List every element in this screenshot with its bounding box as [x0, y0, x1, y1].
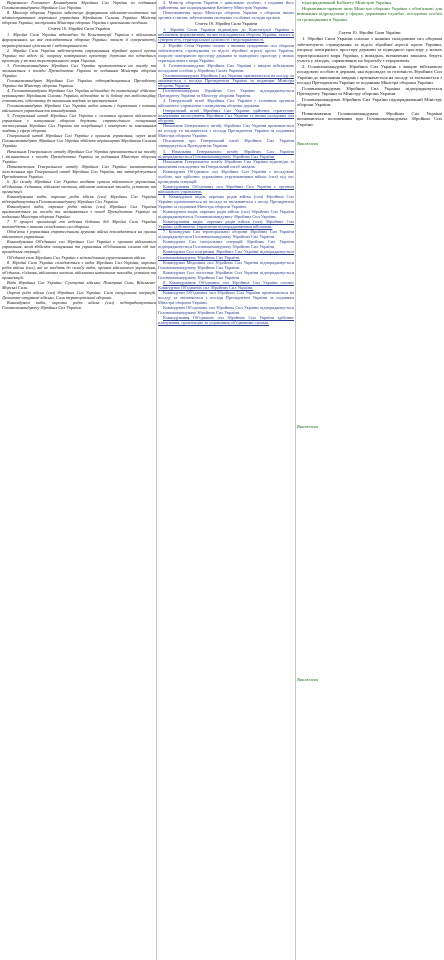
- paragraph: Об'єднані сили Збройних Сил України є міжвидовими угрупованнями військ.: [7, 254, 147, 260]
- paragraph: 6. Командувачі видів, окремих родів військ (сил) Збройних Сил України призначаються на посади та звільняються з посад Президентом України за поданням Міністра оборони України.: [158, 193, 294, 210]
- paragraph: Головнокомандувач Збройних Сил України підпорядкований Міністру оборони України.: [297, 96, 442, 108]
- paragraph: 4. Головнокомандувач Збройних Сил України відповідно до компетенції здійснює керівництво Збройними Силами України, відповідає за їх бойову та мобілізаційну готовність, підготовку до виконання завдань за призначенням.: [2, 87, 156, 104]
- paragraph: Головнокомандувач Збройних Сил України призначається на посаду та звільняється з посади Президентом України за поданням Міністра оборони України.: [158, 72, 294, 88]
- column-final-version: [297, 0, 442, 960]
- paragraph: Головнокомандувач Збройних Сил України підпорядковується Президенту України та Міністру оборони України.: [2, 77, 156, 88]
- column-divider: [156, 0, 157, 960]
- paragraph: 2. Збройні Сили України сильно з іншими складовими сил оборони забезпечують стримування та відсіч збройної агресії проти України, охорону повітряного простору держави та підводного простору у межах територіального моря України.: [158, 42, 294, 63]
- paragraph: Командування видів, окремих родів військ (сил) Збройних Сил України підпорядковуються Головнокомандувачу Збройних Сил України.: [2, 193, 156, 204]
- col2-article-heading: Стаття 10. Збройні Сили України: [195, 21, 257, 27]
- paragraph: підпорядкований Кабінету Міністрів України.: [302, 0, 392, 5]
- paragraph: Види Збройних Сил України: Сухопутні війська, Повітряні Сили, Військово-Морські Сили.: [2, 279, 156, 290]
- paragraph: Командувач Медичних сил Збройних Сил України підпорядковується Головнокомандувачу Збройних Сил України.: [158, 259, 294, 270]
- paragraph: Командування Об'єднаних сил Збройних Сил України є органом військового управління, який здійснює планування та управління об'єднаними силами під час проведення операцій.: [2, 239, 156, 255]
- paragraph: 8. Збройні Сили України складаються з видів Збройних Сил України, окремих родів військ (сил), які не входять до складу видів, органів військового управління, об'єднань, з'єднань, військових частин, військових навчальних закладів, установ та організацій.: [2, 259, 156, 280]
- paragraph: Нормативно-правові акти Міністра оборони України з обов'язкові для виконання підрозділами у сферах, державних службах, посадових особах та громадянами в Україні.: [297, 5, 442, 22]
- paragraph: 5. Начальник Генерального штабу Збройних Сил України підпорядковується Головнокомандувачу Збройних Сил України.: [158, 148, 294, 159]
- paragraph: Командувач Об'єднаних сил Збройних Сил України призначається на посаду та звільняється з посади Президентом України за поданням Міністра оборони України.: [158, 289, 294, 305]
- paragraph: Положення про Генеральний штаб Збройних Сил України затверджується Президентом України.: [158, 138, 294, 149]
- paragraph: 2. Збройні Сили України забезпечують стримування збройної агресії проти України та відсіч їй, охорону повітряного простору держави та підводного простору у межах територіального моря України.: [2, 47, 156, 63]
- col3-note-excluded: Виключено: [297, 677, 319, 683]
- paragraph: Командування видів, окремих родів військ (сил) Збройних Сил України здійснюють управління підпорядкованими військами.: [158, 219, 294, 230]
- paragraph: 7. Командувач Сил територіальної оборони Збройних Сил України підпорядковується Головнокомандувачу Збройних Сил України.: [158, 229, 294, 240]
- paragraph: Генеральний штаб Збройних Сил України здійснює стратегічне планування застосування Збройних Сил України та інших складових сил оборони.: [158, 108, 294, 124]
- paragraph: 7. У процесі організації та ведення бойових дій Збройні Сили України взаємодіють з іншими складовими сил оборони.: [2, 219, 156, 230]
- column-divider: [295, 0, 296, 960]
- paragraph: 4. Генеральний штаб Збройних Сил України є головним органом військового управління з планування оборони держави.: [158, 98, 294, 109]
- paragraph: 2. Головнокомандувач Збройних Сил України є вищою військовою посадовою особою в державі, яка відповідає за готовність Збройних Сил України до виконання завдань і призначається на посаду та звільняється з посади Президентом України за поданням Міністра оборони України.: [297, 63, 442, 86]
- paragraph: Командувачі видів, окремих родів військ (сил) Збройних Сил України призначаються на посади та звільняються з посад Президентом України за поданням Міністра оборони України.: [2, 204, 156, 220]
- col3-second-block: Повноваження Головнокомандувача Збройних Сил України визначаються положенням про Головнокомандувача Збройних Сил України.: [297, 110, 442, 127]
- paragraph: 1. Збройні Сили України відповідно до Конституції України є військовим формуванням, на яке покладаються оборона України, захист її суверенітету, територіальної цілісності і недоторканності.: [2, 32, 156, 48]
- paragraph: Генеральний штаб Збройних Сил України є органом управління, через який Головнокомандувач Збройних Сил України здійснює керівництво Збройними Силами України.: [2, 133, 156, 149]
- paragraph: Головнокомандувач Збройних Сил України підпорядковується Президенту України та Міністру оборони України.: [297, 85, 442, 97]
- paragraph: Головнокомандувач Збройних Сил України видає накази і директиви з питань військового управління та командування.: [2, 103, 156, 114]
- paragraph: Командувач Сил підтримки Збройних Сил України підпорядковується Головнокомандувачу Збройних Сил України.: [158, 249, 294, 260]
- paragraph: Командувач Об'єднаних сил Збройних Сил України є посадовою особою, яка здійснює управління угрупованнями військ (сил) під час проведення операцій.: [158, 168, 294, 184]
- paragraph: 6. До складу Збройних Сил України входять органи військового управління, об'єднання, з'єднання, військові частини, військові навчальні заклади, установи та організації.: [2, 178, 156, 194]
- column-current-version: [2, 0, 156, 960]
- col3-note-excluded: Виключено: [297, 424, 319, 430]
- paragraph: Головнокомандувач Збройних Сил України підпорядковується Президенту України та Міністру оборони України.: [158, 87, 294, 98]
- paragraph: 3. Головнокомандувач Збройних Сил України є вищою військовою посадовою особою у Збройних Силах України.: [158, 62, 294, 73]
- paragraph: Начальник Генерального штабу Збройних Сил України призначається на посаду та звільняється з посади Президентом України за поданням Міністра оборони України.: [158, 123, 294, 139]
- col3-article-body: [297, 36, 442, 108]
- paragraph: Начальник Генерального штабу Збройних Сил України призначається на посаду і звільняється з посади Президентом України за поданням Міністра оборони України.: [2, 148, 156, 164]
- paragraph: Командування Об'єднаних сил Збройних Сил України є органом військового управління.: [158, 183, 294, 194]
- paragraph: Командувач Сил логістики Збройних Сил України підпорядковується Головнокомандувачу Збройних Сил України.: [158, 269, 294, 280]
- paragraph: Повноваження Генерального штабу Збройних Сил України визначаються положенням про Генеральний штаб Збройних Сил України, яке затверджується Президентом України.: [2, 163, 156, 179]
- paragraph: Командування Об'єднаних сил Збройних Сил України здійснює планування, організацію та управління об'єднаними силами.: [158, 315, 294, 326]
- paragraph: 8. Командування Об'єднаних сил Збройних Сил України очолює Командувач Об'єднаних сил Збройних Сил України.: [158, 279, 294, 290]
- paragraph: Обов'язки з управління стратегічними групами військ покладаються на органи військового управління.: [2, 229, 156, 240]
- col1-top: [2, 0, 156, 25]
- paragraph: 8. Міністр оборони України забезпечує формування військово-політичної та адміністративної вертикалі управління Збройними Силами України. Міністр оборони України, заступники Міністра оборони України є цивільними особами.: [2, 10, 156, 26]
- paragraph: Командувач Об'єднаних сил Збройних Сил України підпорядковується Головнокомандувачу Збройних Сил України.: [158, 304, 294, 316]
- paragraph: Командувачі видів, окремих родів військ (сил) Збройних Сил України підпорядковуються Головнокомандувачу Збройних Сил України.: [158, 209, 294, 220]
- paragraph: 3. Головнокомандувач Збройних Сил України призначається на посаду та звільняється з посади Президентом України за поданням Міністра оборони України.: [2, 62, 156, 78]
- paragraph: Повноваження щодо Міністра оборони України з оборони інших органів з питань забезпечення належних особових складів органів.: [158, 10, 294, 21]
- paragraph: 1. Збройні Сили України відповідно до Конституції України є військовим формуванням, на яке покладаються оборона України, захист її суверенітету, територіальної цілісності і недоторканності.: [158, 27, 294, 43]
- col1-article-body: [2, 32, 156, 310]
- col3-article-heading: Стаття 10. Збройні Сили України: [338, 30, 401, 35]
- paragraph: 4. Міністр оборони України є цивільною особою, з подання його здійснення, яке підпорядковане Кабінету Міністрів України.: [158, 0, 294, 11]
- column-proposed-version: [158, 0, 294, 960]
- paragraph: Верховного Головного Командувача Збройних Сил України за поданням Головнокомандувача Збройних Сил України.: [2, 0, 156, 11]
- paragraph: Командувач Сил спеціальних операцій Збройних Сил України підпорядковується Головнокомандувачу Збройних Сил України.: [158, 239, 294, 250]
- col3-note-excluded: Виключено: [297, 141, 319, 147]
- paragraph: 5. Генеральний штаб Збройних Сил України є головним органом військового управління з планування оборони держави, стратегічного планування застосування Збройних Сил України та координації і контролю за виконанням завдань у сфері оборони.: [2, 113, 156, 134]
- paragraph: 1. Збройні Сили України спільно з іншими складовими сил оборони забезпечують стримування та відсіч збройної агресії проти України, охорону повітряного простору держави та підводного простору у межах територіального моря України, у випадках, визначених законом, беруть участь у заходах, спрямованих на боротьбу з тероризмом.: [297, 36, 442, 64]
- col3-top: [297, 0, 442, 22]
- paragraph: Начальник Генерального штабу Збройних Сил України відповідає за виконання покладених на Генеральний штаб завдань.: [158, 158, 294, 169]
- col2-article-body: [158, 27, 294, 325]
- col2-top: [158, 0, 294, 20]
- paragraph: Окремі роди військ (сил) Збройних Сил України: Сили спеціальних операцій, Десантно-штурмові війська, Сили територіальної оборони.: [2, 289, 156, 300]
- paragraph: Командувачі видів, окремих родів військ (сил) підпорядковуються Головнокомандувачу Збройних Сил України.: [2, 299, 156, 310]
- col1-article-heading: Стаття 10. Збройні Сили України: [48, 26, 110, 32]
